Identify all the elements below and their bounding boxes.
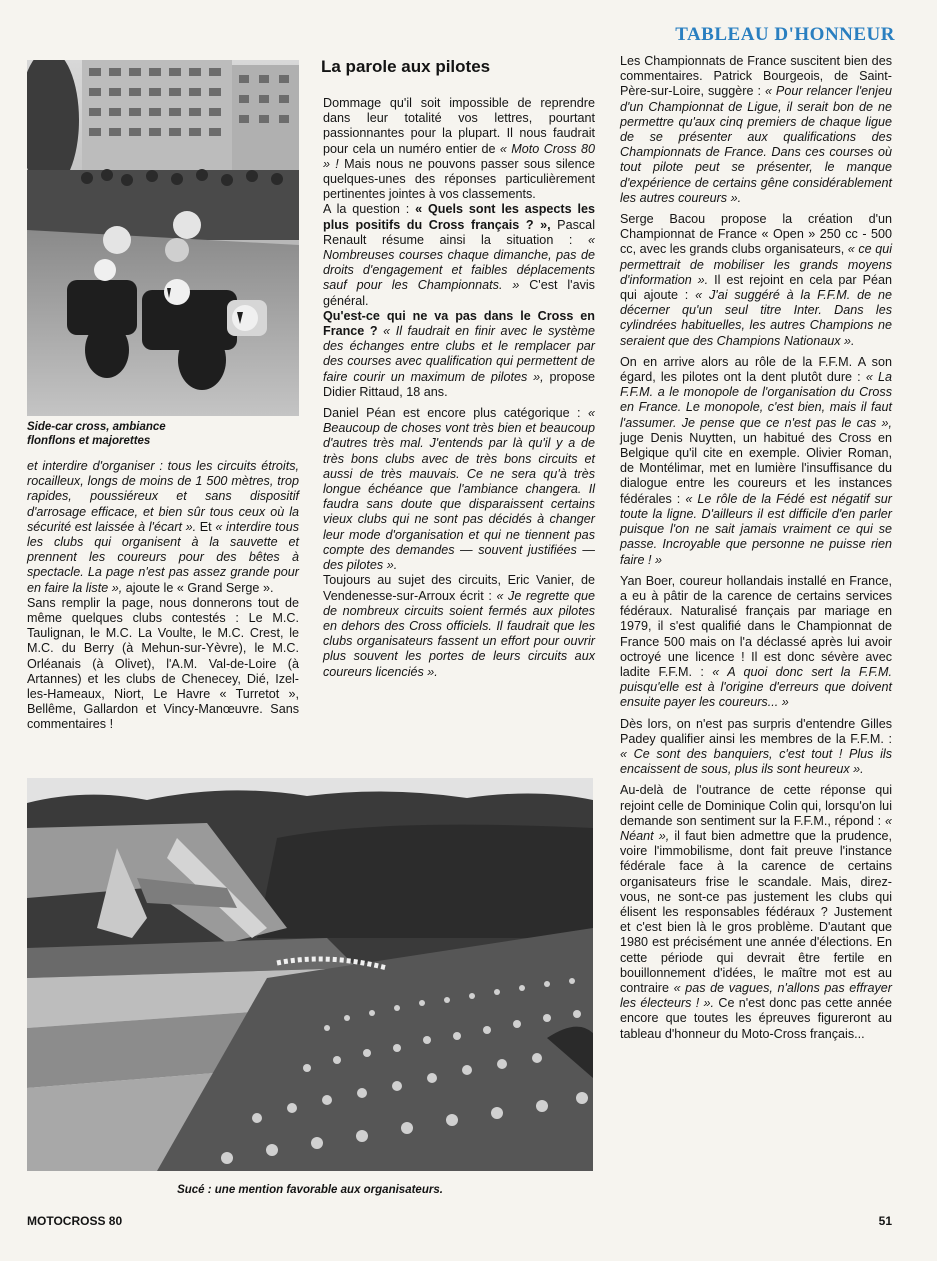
quote: « ce qui permettrait de mobiliser les grands moyens d'information ». [620,242,893,287]
text: il faut bien admettre que la prudence, voire l'immobilisme, dont fait preuve l'instance fédérale face à la carence de certains organisateurs frise le scandale. Mais, direz-vous, ne sont-ce pas justement les clubs qui élisent les responsables fédéraux ? Justement et c'est bien là le gros problème. D'autant que 1980 est précisément une année d'élections. En cette période qui devrait être fertile en bouillonnement d'idées, le maître mot est au contraire [620,828,892,995]
text: Yan Boer, coureur hollandais installé en France, a eu à pâtir de la carence de certains services fédéraux. Naturalisé français par mariage en 1979, il s'est qualifié dans le Championnat de France 500 mais on l'a déclassé après lui avoir octroyé une licence ! Il est donc sévère avec ladite F.F.M. : [620,573,892,679]
text: Dès lors, on n'est pas surpris d'entendre Gilles Padey qualifier ainsi les membres de la F.F.M. : [620,716,892,746]
text: Il est rejoint en cela par Péan qui ajoute : [620,272,892,303]
quote: « Moto Cross 80 » ! [323,141,595,171]
sidecar-photo-caption: Side-car cross, ambiance flonflons et majorettes [27,421,166,447]
article-headline: La parole aux pilotes [321,57,491,76]
paragraph: Sans remplir la page, nous donnerons tout de même quelques clubs contestés : Le M.C. Taulignan, le M.C. La Voulte, le M.C. Crest, le M.C. du Berry (à Mehun-sur-Yèvre), le M.C. Orléanais (à Olivet), l'A.M. Val-de-Loire (à Artannes) et les clubs de Chenecey, Dié, Izel-les-Hameaux, Niort, Le Havre « Turretot », Bellême, Gallardon et Vincy-Manœuvre. Sans commentaires ! [27,595,299,732]
paragraph [323,309,595,400]
text: Et [196,519,216,534]
paragraph [620,355,892,568]
section-kicker: TABLEAU D'HONNEUR [675,24,895,45]
quote: « Il faudrait en finir avec le système des échanges entre clubs et le remplacer par des courses avec qualification qui permettent de faire courir un maximum de pilotes », [323,324,595,384]
quote: « Pour relancer l'enjeu d'un Championnat de Ligue, il serait bon de ne permettre qu'aux cinq premiers de chaque ligue de se présenter aux qualifications des Championnats de France. Dans ces courses où tout pilote peut se présenter, le manque d'expérience de certains gêne considérablement les autres coureurs ». [620,84,892,205]
paragraph [27,459,299,596]
quote: « Le rôle de la Fédé est négatif sur toute la ligne. D'ailleurs il est difficile d'en parler puisque l'on ne sait jamais vraiment ce qui se passe. Incroyable que personne ne puisse rien faire ! » [620,491,892,567]
quote: « La F.F.M. a le monopole de l'organisation du Cross en France. Le monopole, c'est bien, mais il faut l'assumer. Je pense que ce n'est pas le cas », [620,370,892,430]
text: On en arrive alors au rôle de la F.F.M. A son égard, les pilotes ont la dent plutôt dure : [620,354,892,385]
paragraph [620,783,892,1041]
quote: « Beaucoup de choses vont très bien et beaucoup d'autres très mal. J'entends par là qu'il y a de très bons clubs avec de très bons circuits et aussi de très mauvais. Ce ne sera qu'à très longue échéance que l'ambiance changera. Il faudra sans doute que disparaissent certains vieux clubs qui ne sont pas décidés à changer leur mode d'organisation et qui ne tiennent pas compte des demandes — souvent justifiées — des pilotes ». [323,406,595,573]
question: « Quels sont les aspects les plus positifs du Cross français ? », [323,202,595,232]
page-number: 51 [878,1214,892,1228]
paragraph [323,202,595,308]
text: Au-delà de l'outrance de cette réponse qui rejoint celle de Dominique Colin qui, lorsqu'on lui demande son sentiment sur la F.F.M., répond : [620,783,892,828]
text: juge Denis Nuytten, un habitué des Cross en Belgique qu'il cite en exemple. Olivier Roman, de Montélimar, met en lumière l'insuffisance du dialogue entre les coureurs et les instances fédérales : [620,430,892,506]
paragraph [620,574,892,711]
paragraph [323,573,595,679]
text: Daniel Péan est encore plus catégorique : [323,406,588,421]
text: Dommage qu'il soit impossible de reprendre dans leur totalité vos lettres, pourtant passionnantes pour la plupart. Il nous faudrait pour cela un numéro entier de [323,96,595,156]
text: Mais nous ne pouvons passer sous silence quelques-unes des réponses particulièrement pertinentes jointes à vos classements. [323,156,595,202]
quote: « Néant », [620,813,892,843]
column-middle [323,96,595,686]
quote: « interdire tous les clubs qui organisent à la sauvette et prennent les coureurs pour des bêtes à spectacle. La page n'est pas assez grande pour en faire la liste », [27,519,299,595]
text: Toujours au sujet des circuits, Eric Vanier, de Vendenesse-sur-Arroux écrit : [323,573,595,603]
text: Ce n'est donc pas cette année encore que toutes les épreuves figureront au tableau d'honneur du Moto-Cross français... [620,996,892,1041]
question: Qu'est-ce qui ne va pas dans le Cross en France ? [323,308,595,339]
quote: « Nombreuses courses chaque dimanche, pas de droits d'engagement et faibles déplacements sauf pour les Championnats. » [323,232,595,293]
text: A la question : [323,202,416,217]
text: Serge Bacou propose la création d'un Championnat de France « Open » 250 cc - 500 cc, avec les grands clubs organisateurs, [620,212,892,257]
circuit-photo [27,778,593,1171]
paragraph [620,717,892,778]
text: Les Championnats de France suscitent bien des commentaires. Patrick Bourgeois, de Saint-Père-sur-Loire, suggère : [620,54,892,99]
quote: « pas de vagues, n'allons pas effrayer les électeurs ! ». [620,980,892,1011]
magazine-footer: MOTOCROSS 80 [27,1214,123,1228]
circuit-photo-caption: Sucé : une mention favorable aux organisateurs. [177,1184,443,1196]
quote: « J'ai suggéré à la F.F.M. de ne décerner qu'un seul titre Inter. Dans les cylindrées habituelles, les autres Champions ne seraient que des Champions Nationaux ». [620,288,892,348]
paragraph [323,96,595,202]
paragraph [620,212,892,349]
quote: « Je regrette que de nombreux circuits soient fermés aux pilotes en dehors des Cross officiels. Il faudrait que les clubs organisateurs fassent un effort pour ouvrir plus souvent les portes de leurs circuits aux coureurs licenciés ». [323,588,595,679]
text: ajoute le « Grand Serge ». [122,580,274,595]
paragraph [323,406,595,573]
column-left [27,459,299,739]
sidecar-photo [27,60,299,416]
quote: « Ce sont des banquiers, c'est tout ! Plus ils encaissent de sous, plus ils sont heureux ». [620,746,892,777]
text: C'est l'avis général. [323,278,595,308]
text: propose Didier Rittaud, 18 ans. [323,369,595,399]
quote: et interdire d'organiser : tous les circuits étroits, rocailleux, longs de moins de 1 500 mètres, trop rapides, poussiéreux et sans dispositif d'arrosage efficace, et bien sûr tous ceux où la sécurité est laissée à l'écart ». [27,459,299,534]
quote: « A quoi donc sert la F.F.M. puisqu'elle est à l'origine d'erreurs que doivent ensuite payer les coureurs... » [620,664,892,710]
text: Pascal Renault résume ainsi la situation : [323,217,595,247]
paragraph [620,54,892,206]
column-right [620,54,892,1048]
